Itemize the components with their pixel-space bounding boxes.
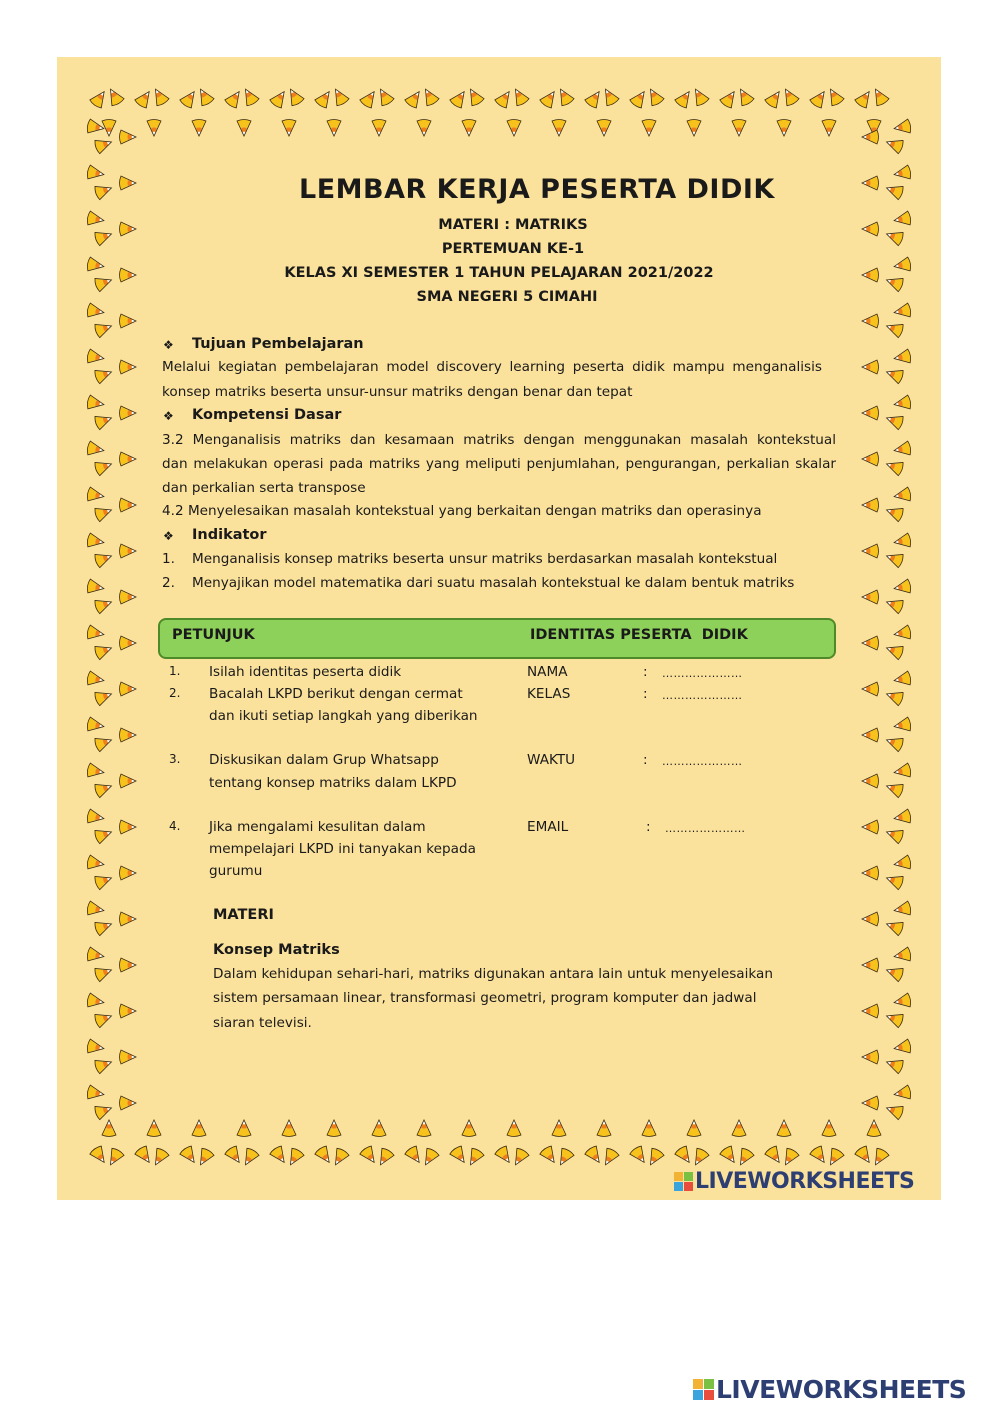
candy-corn-icon [893,395,912,412]
candy-corn-icon [884,871,904,890]
candy-corn-icon [507,1120,521,1137]
candy-corn-icon [417,1120,431,1137]
materi-text: siaran televisi. [213,1015,312,1031]
candy-corn-icon [687,120,701,137]
candy-corn-icon [884,733,904,752]
candy-corn-icon [862,130,879,144]
candy-corn-icon [374,1147,394,1168]
kompetensi-heading: Kompetensi Dasar [192,407,342,423]
candy-corn-icon [94,1055,114,1074]
candy-corn-icon [642,1120,656,1137]
candy-corn-icon [507,120,521,137]
candy-corn-icon [359,88,380,110]
candy-corn-icon [597,1120,611,1137]
candy-corn-icon [862,636,879,650]
candy-corn-icon [719,1145,740,1167]
materi-subheading: Konsep Matriks [213,942,340,958]
candy-corn-icon [884,549,904,568]
petunjuk-num: 2. [169,686,181,700]
candy-corn-icon [893,901,912,918]
candy-corn-icon [120,176,137,190]
petunjuk-item: Isilah identitas peserta didik [209,664,402,680]
waktu-field[interactable]: ………………… [662,755,743,768]
candy-corn-icon [822,120,836,137]
candy-corn-icon [494,88,515,110]
candy-corn-icon [884,135,904,154]
candy-corn-icon [552,120,566,137]
candy-corn-icon [884,1055,904,1074]
candy-corn-icon [862,590,879,604]
candy-corn-icon [120,820,137,834]
candy-corn-icon [854,1145,875,1167]
petunjuk-num: 3. [169,752,181,766]
petunjuk-item: dan ikuti setiap langkah yang diberikan [209,708,478,724]
candy-corn-icon [884,411,904,430]
logo-cubes-icon [693,1379,714,1400]
logo-cubes-icon [674,1172,693,1191]
candy-corn-icon [884,825,904,844]
petunjuk-item: tentang konsep matriks dalam LKPD [209,775,457,791]
candy-corn-icon [862,452,879,466]
candy-corn-icon [629,88,650,110]
candy-corn-icon [314,88,335,110]
petunjuk-item: Jika mengalami kesulitan dalam [209,819,426,835]
nama-field[interactable]: ………………… [662,667,743,680]
candy-corn-icon [86,487,105,504]
candy-corn-icon [862,774,879,788]
candy-corn-icon [239,86,259,107]
candy-corn-icon [599,86,619,107]
candy-corn-icon [554,1147,574,1168]
liveworksheets-logo [674,1169,914,1194]
candy-corn-icon [179,88,200,110]
candy-corn-icon [86,763,105,780]
candy-corn-icon [599,1147,619,1168]
candy-corn-icon [86,303,105,320]
candy-corn-icon [884,963,904,982]
candy-corn-icon [893,1085,912,1102]
bullet-icon: ❖ [163,409,174,423]
petunjuk-label: PETUNJUK [172,627,255,643]
candy-corn-icon [597,120,611,137]
candy-corn-icon [884,181,904,200]
candy-corn-icon [94,733,114,752]
candy-corn-icon [86,855,105,872]
candy-corn-icon [893,487,912,504]
candy-corn-icon [862,1096,879,1110]
candy-corn-icon [86,441,105,458]
candy-corn-icon [86,1039,105,1056]
candy-corn-icon [94,917,114,936]
candy-corn-icon [404,1145,425,1167]
petunjuk-item: Bacalah LKPD berikut dengan cermat [209,686,463,702]
candy-corn-icon [893,993,912,1010]
bullet-icon: ❖ [163,338,174,352]
candy-corn-icon [862,682,879,696]
candy-corn-icon [94,457,114,476]
candy-corn-icon [884,641,904,660]
candy-corn-icon [86,579,105,596]
liveworksheets-footer-logo[interactable] [693,1375,966,1404]
candy-corn-icon [884,1009,904,1028]
candy-corn-icon [862,360,879,374]
candy-corn-icon [893,303,912,320]
candy-corn-icon [239,1147,259,1168]
tujuan-text: Melalui kegiatan pembelajaran model discovery learning peserta didik mampu menganalisis [162,359,822,375]
candy-corn-icon [867,1120,881,1137]
candy-corn-icon [224,1145,245,1167]
candy-corn-icon [194,86,214,107]
candy-corn-icon [359,1145,380,1167]
nama-label: NAMA [527,664,568,680]
candy-corn-icon [674,1145,695,1167]
candy-corn-icon [893,165,912,182]
subtitle-materi: MATERI : MATRIKS [438,217,588,233]
candy-corn-icon [284,86,304,107]
petunjuk-num: 1. [169,664,181,678]
candy-corn-icon [464,86,484,107]
candy-corn-icon [149,1147,169,1168]
candy-corn-icon [884,457,904,476]
candy-corn-icon [419,1147,439,1168]
candy-corn-icon [862,544,879,558]
candy-corn-icon [779,1147,799,1168]
candy-corn-icon [719,88,740,110]
candy-corn-icon [777,120,791,137]
candy-corn-icon [224,88,245,110]
candy-corn-icon [824,86,844,107]
candy-corn-icon [94,825,114,844]
kompetensi-text: dan perkalian serta transpose [162,480,366,496]
candy-corn-icon [884,687,904,706]
candy-corn-icon [584,1145,605,1167]
candy-corn-icon [824,1147,844,1168]
candy-corn-icon [884,319,904,338]
logo-text: LIVEWORKSHEETS [716,1375,967,1404]
candy-corn-icon [732,120,746,137]
kelas-field[interactable]: ………………… [662,689,743,702]
candy-corn-icon [862,176,879,190]
candy-corn-icon [734,86,754,107]
candy-corn-icon [120,130,137,144]
candy-corn-icon [86,809,105,826]
candy-corn-icon [329,1147,349,1168]
candy-corn-icon [554,86,574,107]
candy-corn-icon [884,503,904,522]
candy-corn-icon [120,958,137,972]
candy-corn-icon [674,88,695,110]
candy-corn-icon [884,779,904,798]
candy-corn-icon [687,1120,701,1137]
candy-corn-icon [94,411,114,430]
candy-corn-icon [120,912,137,926]
candy-corn-icon [809,1145,830,1167]
candy-corn-icon [689,86,709,107]
kelas-colon: : [643,686,648,702]
candy-corn-icon [509,1147,529,1168]
indikator-num: 1. [162,551,175,567]
candy-corn-icon [893,809,912,826]
candy-corn-icon [120,682,137,696]
candy-corn-icon [862,406,879,420]
candy-corn-icon [237,1120,251,1137]
candy-corn-icon [86,165,105,182]
candy-corn-icon [269,88,290,110]
candy-corn-icon [862,866,879,880]
candy-corn-icon [120,774,137,788]
candy-corn-icon [120,1050,137,1064]
candy-corn-icon [862,1004,879,1018]
candy-corn-icon [449,1145,470,1167]
candy-corn-icon [764,88,785,110]
candy-corn-icon [86,993,105,1010]
candy-corn-icon [419,86,439,107]
candy-corn-icon [854,88,875,110]
candy-corn-icon [539,1145,560,1167]
tujuan-text: konsep matriks beserta unsur-unsur matriks dengan benar dan tepat [162,384,633,400]
candy-corn-icon [584,88,605,110]
candy-corn-icon [94,135,114,154]
candy-corn-icon [314,1145,335,1167]
candy-corn-icon [822,1120,836,1137]
candy-corn-icon [94,1101,114,1120]
candy-corn-icon [893,441,912,458]
candy-corn-icon [120,314,137,328]
candy-corn-icon [862,912,879,926]
candy-corn-icon [893,763,912,780]
kompetensi-text: 4.2 Menyelesaikan masalah kontekstual yang berkaitan dengan matriks dan operasinya [162,503,762,519]
candy-corn-icon [509,86,529,107]
candy-corn-icon [94,503,114,522]
candy-corn-icon [893,579,912,596]
candy-corn-icon [893,533,912,550]
candy-corn-icon [94,365,114,384]
candy-corn-icon [120,728,137,742]
candy-corn-icon [282,120,296,137]
candy-corn-icon [809,88,830,110]
candy-corn-icon [102,1120,116,1137]
candy-corn-icon [120,1004,137,1018]
candy-corn-icon [884,365,904,384]
candy-corn-icon [282,1120,296,1137]
candy-corn-icon [893,625,912,642]
candy-corn-icon [552,1120,566,1137]
candy-corn-icon [884,1101,904,1120]
candy-corn-icon [893,349,912,366]
candy-corn-icon [884,595,904,614]
candy-corn-icon [869,86,889,107]
candy-corn-icon [120,544,137,558]
candy-corn-icon [372,120,386,137]
tujuan-heading: Tujuan Pembelajaran [192,336,364,352]
nama-colon: : [643,664,648,680]
candy-corn-icon [449,88,470,110]
bullet-icon: ❖ [163,529,174,543]
subtitle-sekolah: SMA NEGERI 5 CIMAHI [416,289,598,305]
candy-corn-icon [94,963,114,982]
indikator-heading: Indikator [192,527,267,543]
candy-corn-icon [120,452,137,466]
materi-text: sistem persamaan linear, transformasi geometri, program komputer dan jadwal [213,990,757,1006]
candy-corn-icon [644,86,664,107]
candy-corn-icon [179,1145,200,1167]
waktu-label: WAKTU [527,752,576,768]
candy-corn-icon [120,406,137,420]
candy-corn-icon [120,1096,137,1110]
candy-corn-icon [869,1147,889,1168]
candy-corn-icon [86,901,105,918]
candy-corn-icon [102,120,116,137]
candy-corn-icon [86,947,105,964]
candy-corn-icon [86,625,105,642]
candy-corn-icon [893,119,912,136]
candy-corn-icon [862,1050,879,1064]
candy-corn-icon [94,687,114,706]
candy-corn-icon [893,947,912,964]
candy-corn-icon [94,319,114,338]
candy-corn-icon [86,395,105,412]
candy-corn-icon [462,120,476,137]
petunjuk-item: Diskusikan dalam Grup Whatsapp [209,752,439,768]
candy-corn-icon [120,590,137,604]
candy-corn-icon [417,120,431,137]
candy-corn-icon [94,181,114,200]
candy-corn-icon [120,360,137,374]
email-field[interactable]: ………………… [665,822,746,835]
candy-corn-icon [464,1147,484,1168]
candy-corn-icon [94,1009,114,1028]
candy-corn-icon [120,498,137,512]
candy-corn-icon [94,779,114,798]
candy-corn-icon [862,728,879,742]
candy-corn-icon [237,120,251,137]
indikator-num: 2. [162,575,175,591]
candy-corn-icon [134,88,155,110]
materi-text: Dalam kehidupan sehari-hari, matriks digunakan antara lain untuk menyelesaikan [213,966,773,982]
candy-corn-icon [777,1120,791,1137]
candy-corn-icon [644,1147,664,1168]
candy-corn-icon [642,120,656,137]
candy-corn-icon [539,88,560,110]
candy-corn-icon [327,120,341,137]
candy-corn-icon [104,86,124,107]
candy-corn-icon [89,88,110,110]
candy-corn-icon [94,641,114,660]
petunjuk-num: 4. [169,819,181,833]
email-colon: : [646,819,651,835]
candy-corn-icon [462,1120,476,1137]
candy-corn-icon [269,1145,290,1167]
candy-corn-icon [104,1147,124,1168]
candy-corn-icon [893,1039,912,1056]
candy-corn-icon [884,917,904,936]
worksheet-page [57,57,941,1200]
candy-corn-icon [764,1145,785,1167]
candy-corn-icon [327,1120,341,1137]
identitas-label: IDENTITAS PESERTA DIDIK [530,627,748,643]
petunjuk-item: gurumu [209,863,263,879]
candy-corn-icon [134,1145,155,1167]
candy-corn-icon [86,349,105,366]
kelas-label: KELAS [527,686,571,702]
petunjuk-item: mempelajari LKPD ini tanyakan kepada [209,841,476,857]
materi-heading: MATERI [213,907,274,923]
candy-corn-icon [86,533,105,550]
candy-corn-icon [734,1147,754,1168]
candy-corn-icon [94,549,114,568]
kompetensi-text: dan melakukan operasi pada matriks yang meliputi penjumlahan, pengurangan, perkalian skalar [162,456,836,472]
candy-corn-icon [629,1145,650,1167]
indikator-item: Menganalisis konsep matriks beserta unsur matriks berdasarkan masalah kontekstual [192,551,778,567]
candy-corn-icon [120,636,137,650]
candy-corn-icon [147,120,161,137]
candy-corn-icon [94,871,114,890]
kompetensi-text: 3.2 Menganalisis matriks dan kesamaan matriks dengan menggunakan masalah kontekstual [162,432,836,448]
candy-corn-icon [149,86,169,107]
indikator-item: Menyajikan model matematika dari suatu masalah kontekstual ke dalam bentuk matriks [192,575,795,591]
email-label: EMAIL [527,819,569,835]
candy-corn-icon [893,717,912,734]
waktu-colon: : [643,752,648,768]
candy-corn-icon [284,1147,304,1168]
candy-corn-icon [192,1120,206,1137]
candy-corn-icon [779,86,799,107]
candy-corn-icon [862,958,879,972]
page-title: LEMBAR KERJA PESERTA DIDIK [299,174,775,205]
candy-corn-icon [89,1145,110,1167]
candy-corn-icon [893,855,912,872]
candy-corn-icon [194,1147,214,1168]
candy-corn-icon [86,717,105,734]
candy-corn-icon [732,1120,746,1137]
candy-corn-icon [404,88,425,110]
candy-corn-icon [862,498,879,512]
candy-corn-icon [862,820,879,834]
subtitle-pertemuan: PERTEMUAN KE-1 [441,241,585,257]
candy-corn-icon [372,1120,386,1137]
candy-corn-icon [147,1120,161,1137]
candy-corn-icon [86,671,105,688]
candy-corn-icon [86,1085,105,1102]
candy-corn-icon [374,86,394,107]
subtitle-kelas: KELAS XI SEMESTER 1 TAHUN PELAJARAN 2021/2022 [284,265,714,281]
candy-corn-icon [689,1147,709,1168]
candy-corn-icon [862,314,879,328]
candy-corn-icon [329,86,349,107]
logo-text: LIVEWORKSHEETS [695,1169,915,1194]
candy-corn-icon [494,1145,515,1167]
candy-corn-icon [192,120,206,137]
candy-corn-icon [120,866,137,880]
candy-corn-icon [893,671,912,688]
candy-corn-icon [94,595,114,614]
